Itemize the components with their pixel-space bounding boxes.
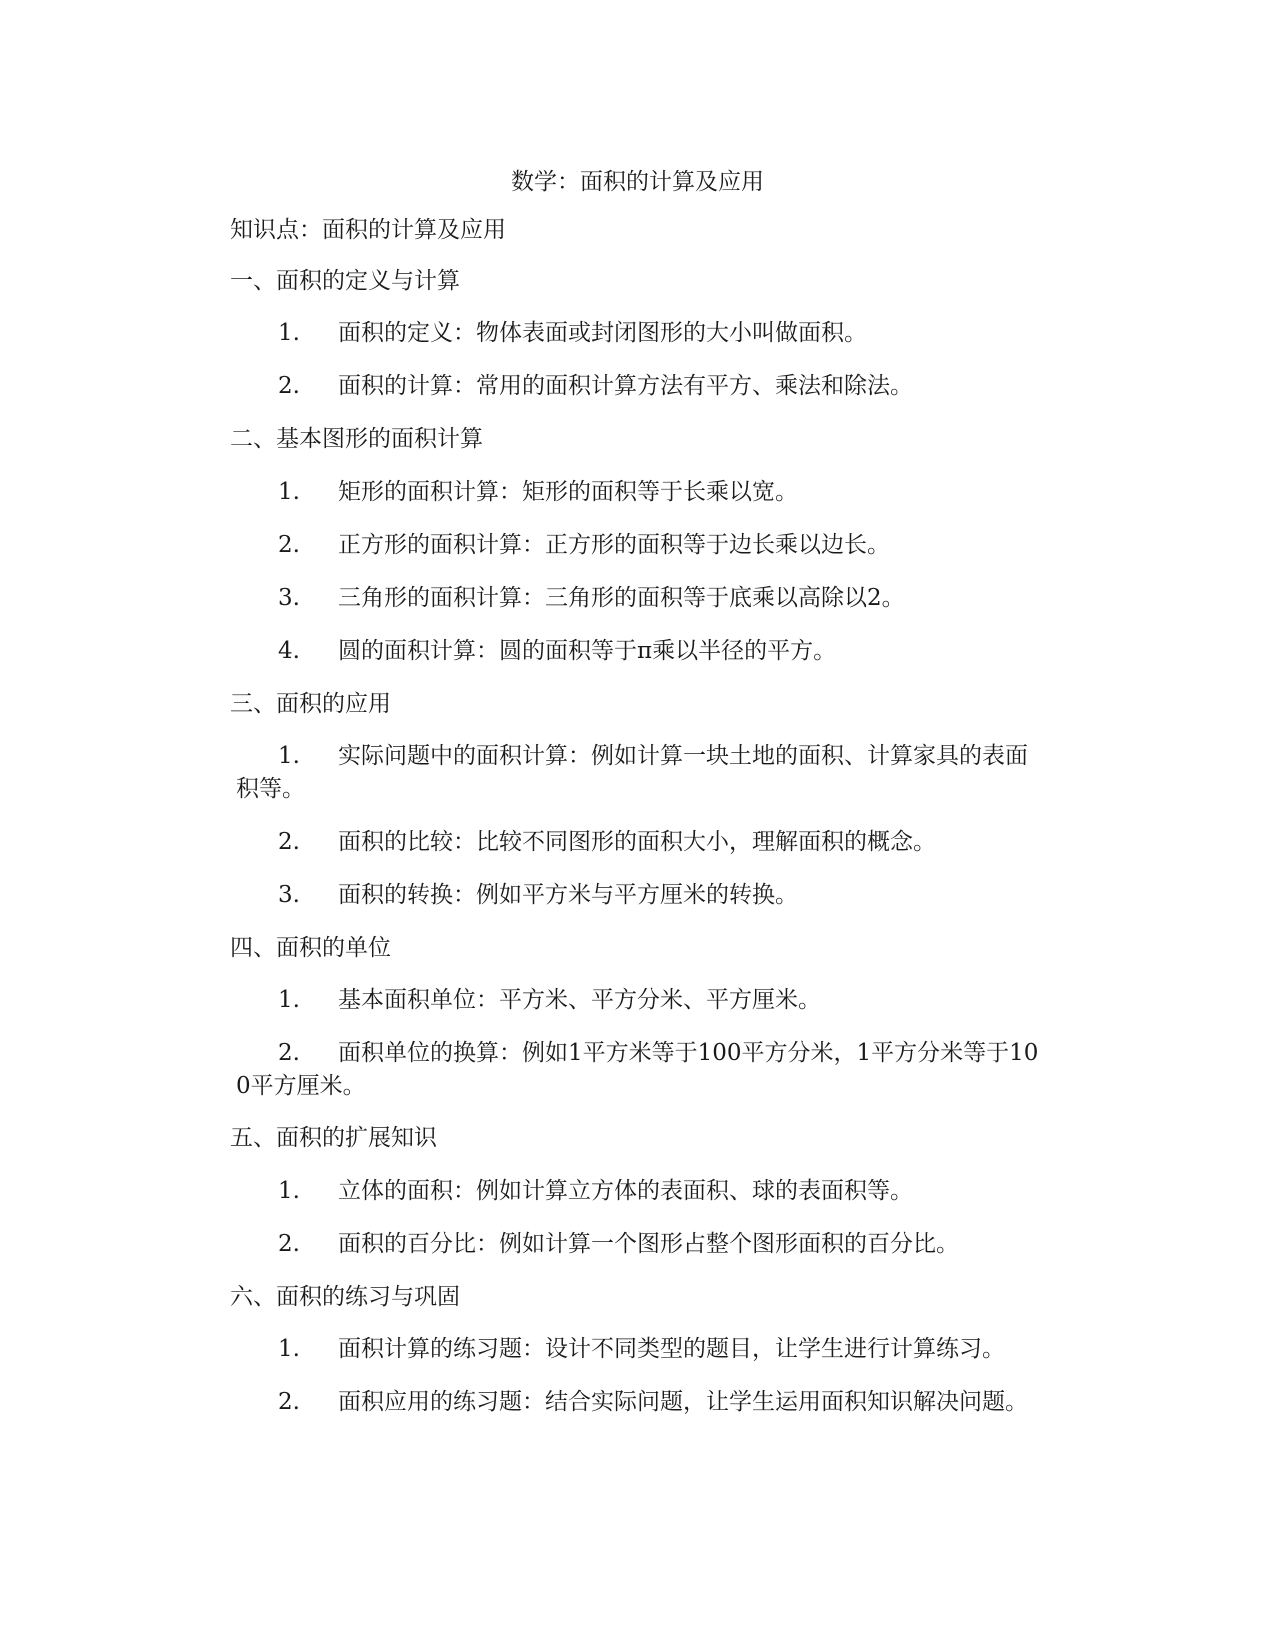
- item-number: 3.: [278, 882, 300, 908]
- item-number: 2.: [278, 829, 300, 855]
- section-heading: 四、面积的单位: [230, 935, 391, 961]
- section-heading: 五、面积的扩展知识: [230, 1125, 437, 1151]
- item-number: 1.: [278, 479, 300, 505]
- section-heading: 二、基本图形的面积计算: [230, 426, 483, 452]
- item-number: 1.: [278, 1178, 300, 1204]
- item-text: 立体的面积：例如计算立方体的表面积、球的表面积等。: [338, 1178, 913, 1204]
- item-number: 2.: [278, 373, 300, 399]
- page-title: 数学：面积的计算及应用: [511, 169, 764, 195]
- item-number: 3.: [278, 585, 300, 611]
- item-number: 4.: [278, 638, 300, 664]
- item-text: 圆的面积计算：圆的面积等于π乘以半径的平方。: [338, 638, 837, 664]
- item-text: 面积的计算：常用的面积计算方法有平方、乘法和除法。: [338, 373, 913, 399]
- item-text: 面积的比较：比较不同图形的面积大小，理解面积的概念。: [338, 829, 936, 855]
- item-text-continuation: 0平方厘米。: [236, 1073, 366, 1099]
- item-number: 2.: [278, 1231, 300, 1257]
- item-text: 基本面积单位：平方米、平方分米、平方厘米。: [338, 987, 821, 1013]
- item-number: 1.: [278, 320, 300, 346]
- item-text: 面积单位的换算：例如1平方米等于100平方分米，1平方分米等于10: [338, 1040, 1039, 1066]
- item-number: 1.: [278, 987, 300, 1013]
- item-number: 1.: [278, 1336, 300, 1362]
- item-text: 面积的百分比：例如计算一个图形占整个图形面积的百分比。: [338, 1231, 959, 1257]
- item-number: 2.: [278, 1389, 300, 1415]
- item-text: 三角形的面积计算：三角形的面积等于底乘以高除以2。: [338, 585, 905, 611]
- item-text: 面积的定义：物体表面或封闭图形的大小叫做面积。: [338, 320, 867, 346]
- section-heading: 六、面积的练习与巩固: [230, 1284, 460, 1310]
- item-number: 2.: [278, 532, 300, 558]
- item-text: 面积应用的练习题：结合实际问题，让学生运用面积知识解决问题。: [338, 1389, 1028, 1415]
- subtitle: 知识点：面积的计算及应用: [230, 217, 506, 243]
- item-text: 实际问题中的面积计算：例如计算一块土地的面积、计算家具的表面: [338, 743, 1028, 769]
- item-text: 面积的转换：例如平方米与平方厘米的转换。: [338, 882, 798, 908]
- section-heading: 一、面积的定义与计算: [230, 268, 460, 294]
- item-text: 面积计算的练习题：设计不同类型的题目，让学生进行计算练习。: [338, 1336, 1005, 1362]
- item-number: 1.: [278, 743, 300, 769]
- item-number: 2.: [278, 1040, 300, 1066]
- item-text: 矩形的面积计算：矩形的面积等于长乘以宽。: [338, 479, 798, 505]
- item-text-continuation: 积等。: [236, 776, 305, 802]
- section-heading: 三、面积的应用: [230, 691, 391, 717]
- item-text: 正方形的面积计算：正方形的面积等于边长乘以边长。: [338, 532, 890, 558]
